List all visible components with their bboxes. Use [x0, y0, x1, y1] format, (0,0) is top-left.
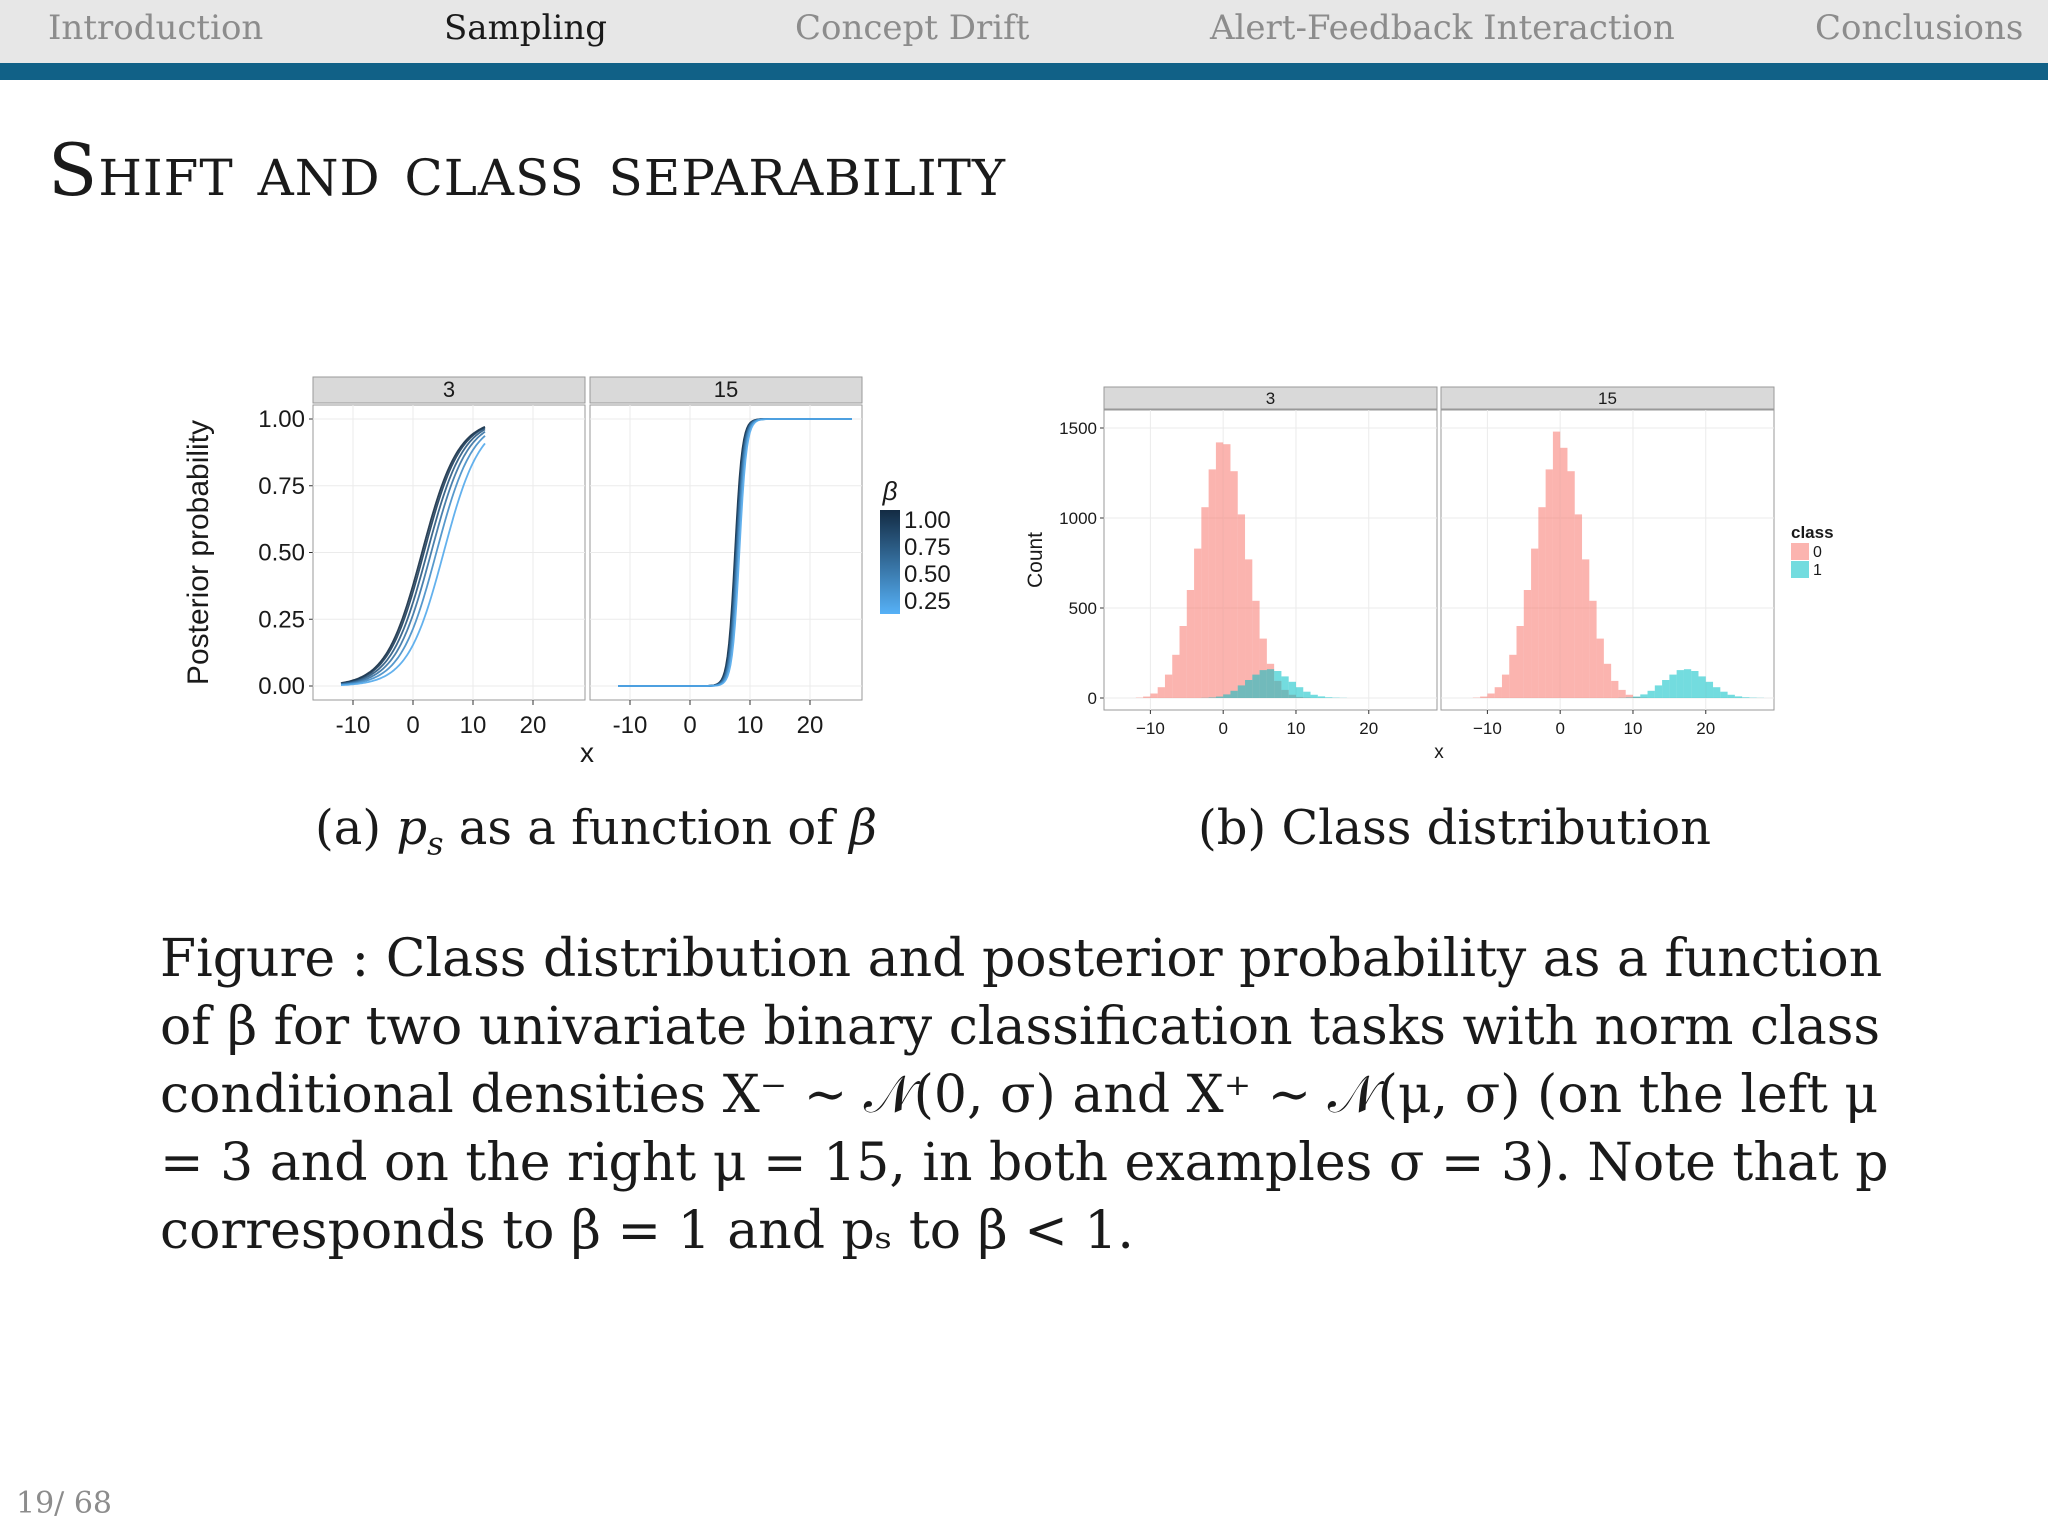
histogram-bar-class-1 [1713, 687, 1720, 698]
histogram-bar-class-0 [1597, 639, 1604, 698]
histogram-bar-class-1 [1252, 675, 1259, 698]
histogram-bar-class-1 [1216, 697, 1223, 698]
x-tick-label: 0 [1218, 719, 1228, 738]
histogram-bar-class-1 [1648, 691, 1655, 698]
histogram-bar-class-0 [1502, 675, 1509, 698]
histogram-bar-class-1 [1325, 697, 1332, 698]
x-tick-label: -10 [612, 712, 648, 739]
y-tick-label: 0.50 [258, 539, 305, 567]
histogram-bar-class-1 [1223, 694, 1230, 698]
histogram-bar-class-1 [1691, 671, 1698, 698]
subcaption-a-text: as a function of [443, 800, 850, 856]
x-tick-label: -10 [335, 712, 371, 739]
subcaption-b [1198, 800, 1711, 856]
x-tick-label: 10 [459, 712, 487, 739]
histogram-bar-class-0 [1158, 687, 1165, 698]
histogram-bar-class-1 [1274, 671, 1281, 698]
subcaption-a-variable: p [396, 800, 428, 856]
x-tick-label: 10 [1623, 719, 1643, 738]
histogram-bar-class-0 [1618, 690, 1625, 698]
facet-panel-3 [313, 377, 585, 739]
nav-item-alert-feedback-interaction[interactable]: Alert-Feedback Interaction [1210, 8, 1675, 48]
histogram-bar-class-0 [1509, 655, 1516, 698]
histogram-bar-class-0 [1611, 681, 1618, 698]
histogram-bar-class-1 [1735, 696, 1742, 698]
y-tick-label: 0.00 [258, 673, 305, 700]
facet-panel-15 [590, 377, 862, 739]
slide-title: Shift and class separability [48, 128, 1006, 212]
facet-strip-label: 3 [442, 377, 456, 402]
x-tick-label: −10 [1472, 719, 1502, 738]
legend-label: 0.25 [904, 588, 951, 615]
histogram-bar-class-1 [1318, 696, 1325, 698]
x-tick-label: 10 [736, 712, 764, 739]
legend-title: β [882, 476, 898, 506]
y-axis-label: Posterior probability [182, 419, 215, 686]
section-navigation-bar [0, 0, 2048, 63]
histogram-bar-class-1 [1706, 682, 1713, 698]
histogram-bar-class-1 [1296, 687, 1303, 698]
histogram-bar-class-0 [1180, 626, 1187, 698]
histogram-bar-class-1 [1669, 675, 1676, 698]
class-distribution-chart [1010, 370, 1870, 770]
histogram-bar-class-1 [1698, 676, 1705, 698]
y-axis-label: Count [1024, 531, 1047, 589]
subcaption-a [315, 800, 877, 863]
histogram-bar-class-0 [1238, 514, 1245, 698]
figure-caption-text: Class distribution and posterior probability as a function of β for two univariate binary classification tasks with norm class conditional densities X⁻ ∼ 𝒩(0, σ) and X⁺ ∼ 𝒩(μ, σ) (on the left μ = 3 and on the right μ = 15, in both examples σ = 3). Note that p corresponds to β = 1 and pₛ to β < 1. [160, 929, 1889, 1261]
histogram-bar-class-1 [1289, 682, 1296, 698]
histogram-bar-class-0 [1538, 507, 1545, 698]
histogram-bar-class-0 [1517, 626, 1524, 698]
histogram-bar-class-1 [1303, 692, 1310, 698]
histogram-bar-class-1 [1281, 676, 1288, 698]
histogram-bar-class-0 [1531, 549, 1538, 698]
histogram-bar-class-0 [1604, 664, 1611, 698]
x-tick-label: 20 [519, 712, 547, 739]
histogram-bar-class-1 [1209, 697, 1216, 698]
legend-label: 0 [1813, 544, 1822, 561]
facet-strip-label: 15 [1598, 389, 1617, 408]
legend-title: class [1791, 523, 1834, 542]
legend-label: 1.00 [904, 507, 951, 534]
histogram-bar-class-0 [1223, 444, 1230, 698]
histogram-bar-class-0 [1165, 675, 1172, 698]
histogram-bar-class-1 [1640, 694, 1647, 698]
y-tick-label: 500 [1068, 599, 1097, 618]
histogram-bar-class-1 [1728, 695, 1735, 698]
facet-strip-label: 15 [713, 377, 739, 402]
histogram-bar-class-0 [1172, 655, 1179, 698]
histogram-bar-class-0 [1245, 559, 1252, 698]
nav-item-sampling[interactable]: Sampling [444, 8, 607, 48]
y-tick-label: 0.25 [258, 606, 305, 634]
histogram-bar-class-0 [1567, 471, 1574, 698]
histogram-bar-class-1 [1677, 670, 1684, 698]
subcaption-b-text: Class distribution [1281, 800, 1712, 856]
legend-swatch [1791, 543, 1809, 560]
histogram-bar-class-1 [1655, 685, 1662, 698]
legend-swatch [1791, 561, 1809, 578]
histogram-bar-class-1 [1230, 691, 1237, 698]
facet-panel-3 [1104, 387, 1437, 738]
x-axis-label: x [1434, 742, 1444, 763]
figure-caption-label: Figure : [160, 929, 370, 989]
histogram-bar-class-1 [1662, 680, 1669, 698]
legend-label: 1 [1813, 562, 1822, 579]
histogram-bar-class-1 [1311, 695, 1318, 698]
histogram-bar-class-0 [1201, 507, 1208, 698]
histogram-bar-class-1 [1684, 669, 1691, 698]
subcaption-a-label: (a) [315, 800, 382, 856]
histogram-bar-class-0 [1187, 590, 1194, 698]
x-tick-label: 0 [1555, 719, 1565, 738]
histogram-bar-class-0 [1480, 697, 1487, 698]
y-tick-label: 0.75 [258, 472, 305, 500]
histogram-bar-class-0 [1524, 590, 1531, 698]
navigation-rule [0, 63, 2048, 80]
subcaption-a-subscript: s [427, 824, 444, 863]
y-tick-label: 0 [1087, 689, 1097, 708]
x-axis-label: x [580, 737, 594, 768]
histogram-bar-class-1 [1720, 692, 1727, 698]
legend-label: 0.50 [904, 561, 951, 588]
histogram-bar-class-0 [1560, 448, 1567, 698]
histogram-bar-class-0 [1194, 549, 1201, 698]
histogram-bar-class-0 [1546, 469, 1553, 698]
x-tick-label: 10 [1286, 719, 1306, 738]
legend-colorbar [880, 510, 900, 614]
x-tick-label: 20 [796, 712, 824, 739]
histogram-bar-class-0 [1143, 697, 1150, 698]
histogram-bar-class-1 [1742, 697, 1749, 698]
y-tick-label: 1000 [1059, 509, 1097, 528]
legend-label: 0.75 [904, 534, 951, 561]
histogram-bar-class-1 [1267, 669, 1274, 698]
histogram-bar-class-0 [1216, 442, 1223, 698]
histogram-bar-class-0 [1495, 687, 1502, 698]
x-tick-label: −10 [1135, 719, 1165, 738]
page-number: 19/ 68 [16, 1486, 112, 1521]
histogram-bar-class-0 [1150, 694, 1157, 699]
x-tick-label: 20 [1696, 719, 1716, 738]
histogram-bar-class-0 [1209, 469, 1216, 698]
nav-item-conclusions[interactable]: Conclusions [1815, 8, 2024, 48]
nav-item-introduction[interactable]: Introduction [48, 8, 264, 48]
histogram-bar-class-1 [1245, 680, 1252, 698]
nav-item-concept-drift[interactable]: Concept Drift [795, 8, 1030, 48]
histogram-bar-class-0 [1553, 432, 1560, 698]
histogram-bar-class-0 [1582, 559, 1589, 698]
histogram-bar-class-0 [1589, 601, 1596, 698]
subcaption-b-label: (b) [1198, 800, 1267, 856]
histogram-bar-class-0 [1487, 694, 1494, 699]
histogram-bar-class-1 [1633, 697, 1640, 698]
figure-caption [160, 925, 1900, 1265]
histogram-bar-class-1 [1626, 697, 1633, 698]
histogram-bar-class-1 [1238, 685, 1245, 698]
x-tick-label: 0 [406, 712, 420, 739]
y-tick-label: 1.00 [258, 406, 305, 433]
facet-strip-label: 3 [1265, 389, 1276, 408]
posterior-probability-chart [170, 360, 970, 770]
subcaption-a-beta: β [849, 800, 877, 856]
histogram-bar-class-1 [1260, 670, 1267, 698]
x-tick-label: 0 [683, 712, 697, 739]
facet-panel-15 [1441, 387, 1774, 738]
x-tick-label: 20 [1359, 719, 1379, 738]
y-tick-label: 1500 [1059, 419, 1097, 438]
histogram-bar-class-0 [1230, 471, 1237, 698]
histogram-bar-class-0 [1575, 514, 1582, 698]
